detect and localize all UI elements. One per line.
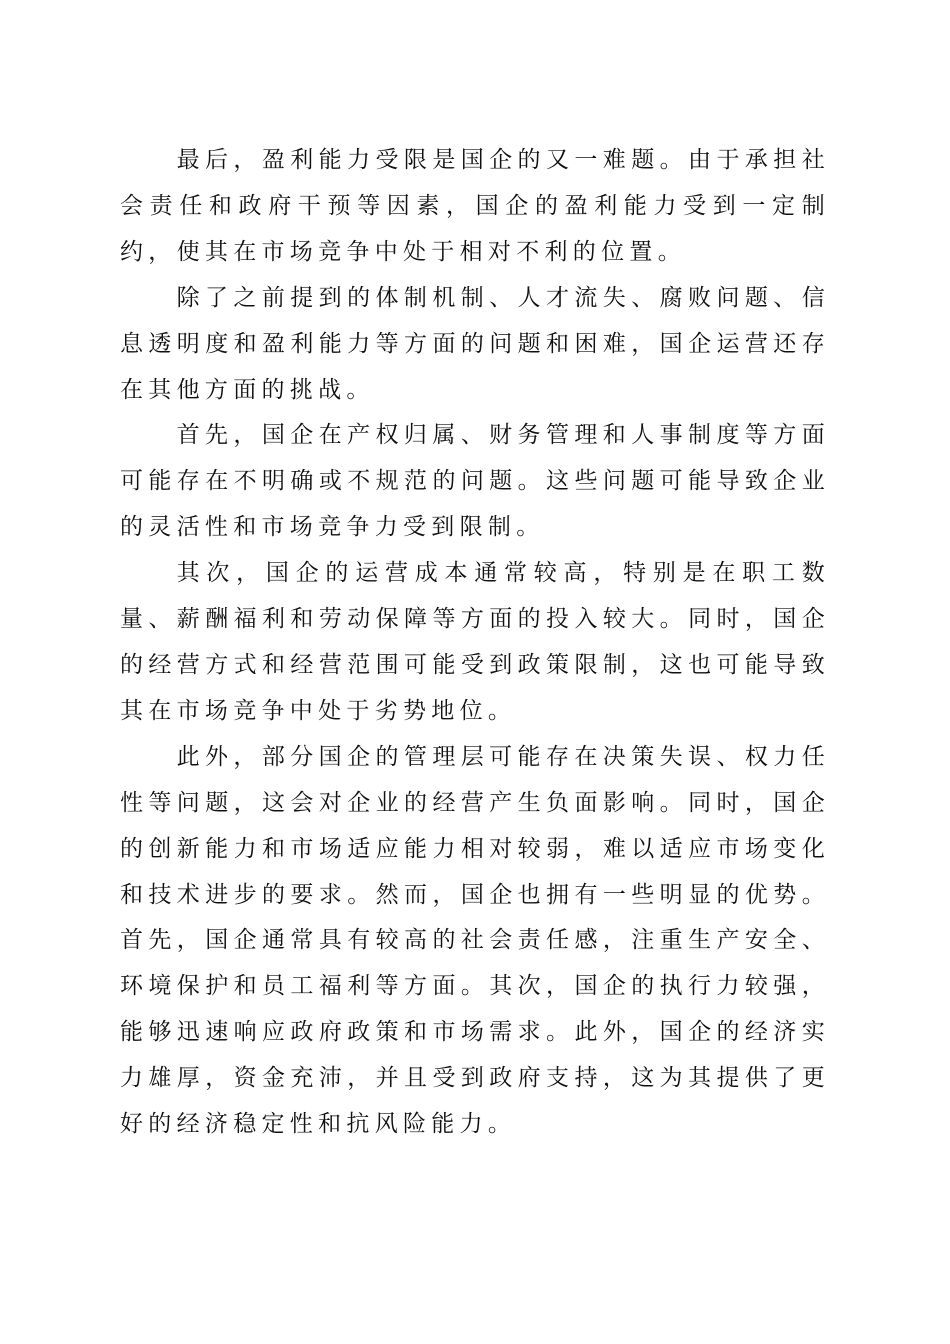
paragraph-other-challenges: 除了之前提到的体制机制、人才流失、腐败问题、信息透明度和盈利能力等方面的问题和困难，国企运营还存在其他方面的挑战。 bbox=[120, 284, 830, 403]
paragraph-property-rights: 首先，国企在产权归属、财务管理和人事制度等方面可能存在不明确或不规范的问题。这些问题可能导致企业的灵活性和市场竞争力受到限制。 bbox=[120, 422, 830, 541]
paragraph-management-and-advantages: 此外，部分国企的管理层可能存在决策失误、权力任性等问题，这会对企业的经营产生负面影响。同时，国企的创新能力和市场适应能力相对较弱，难以适应市场变化和技术进步的要求。然而，国企也拥有一些明显的优势。首先，国企通常具有较高的社会责任感，注重生产安全、环境保护和员工福利等方面。其次，国企的执行力较强，能够迅速响应政府政策和市场需求。此外，国企的经济实力雄厚，资金充沛，并且受到政府支持，这为其提供了更好的经济稳定性和抗风险能力。 bbox=[120, 743, 830, 1138]
document-body bbox=[120, 138, 830, 1148]
paragraph-operating-costs: 其次，国企的运营成本通常较高，特别是在职工数量、薪酬福利和劳动保障等方面的投入较大。同时，国企的经营方式和经营范围可能受到政策限制，这也可能导致其在市场竞争中处于劣势地位。 bbox=[120, 560, 830, 724]
paragraph-profitability: 最后，盈利能力受限是国企的又一难题。由于承担社会责任和政府干预等因素，国企的盈利能力受到一定制约，使其在市场竞争中处于相对不利的位置。 bbox=[120, 147, 830, 265]
